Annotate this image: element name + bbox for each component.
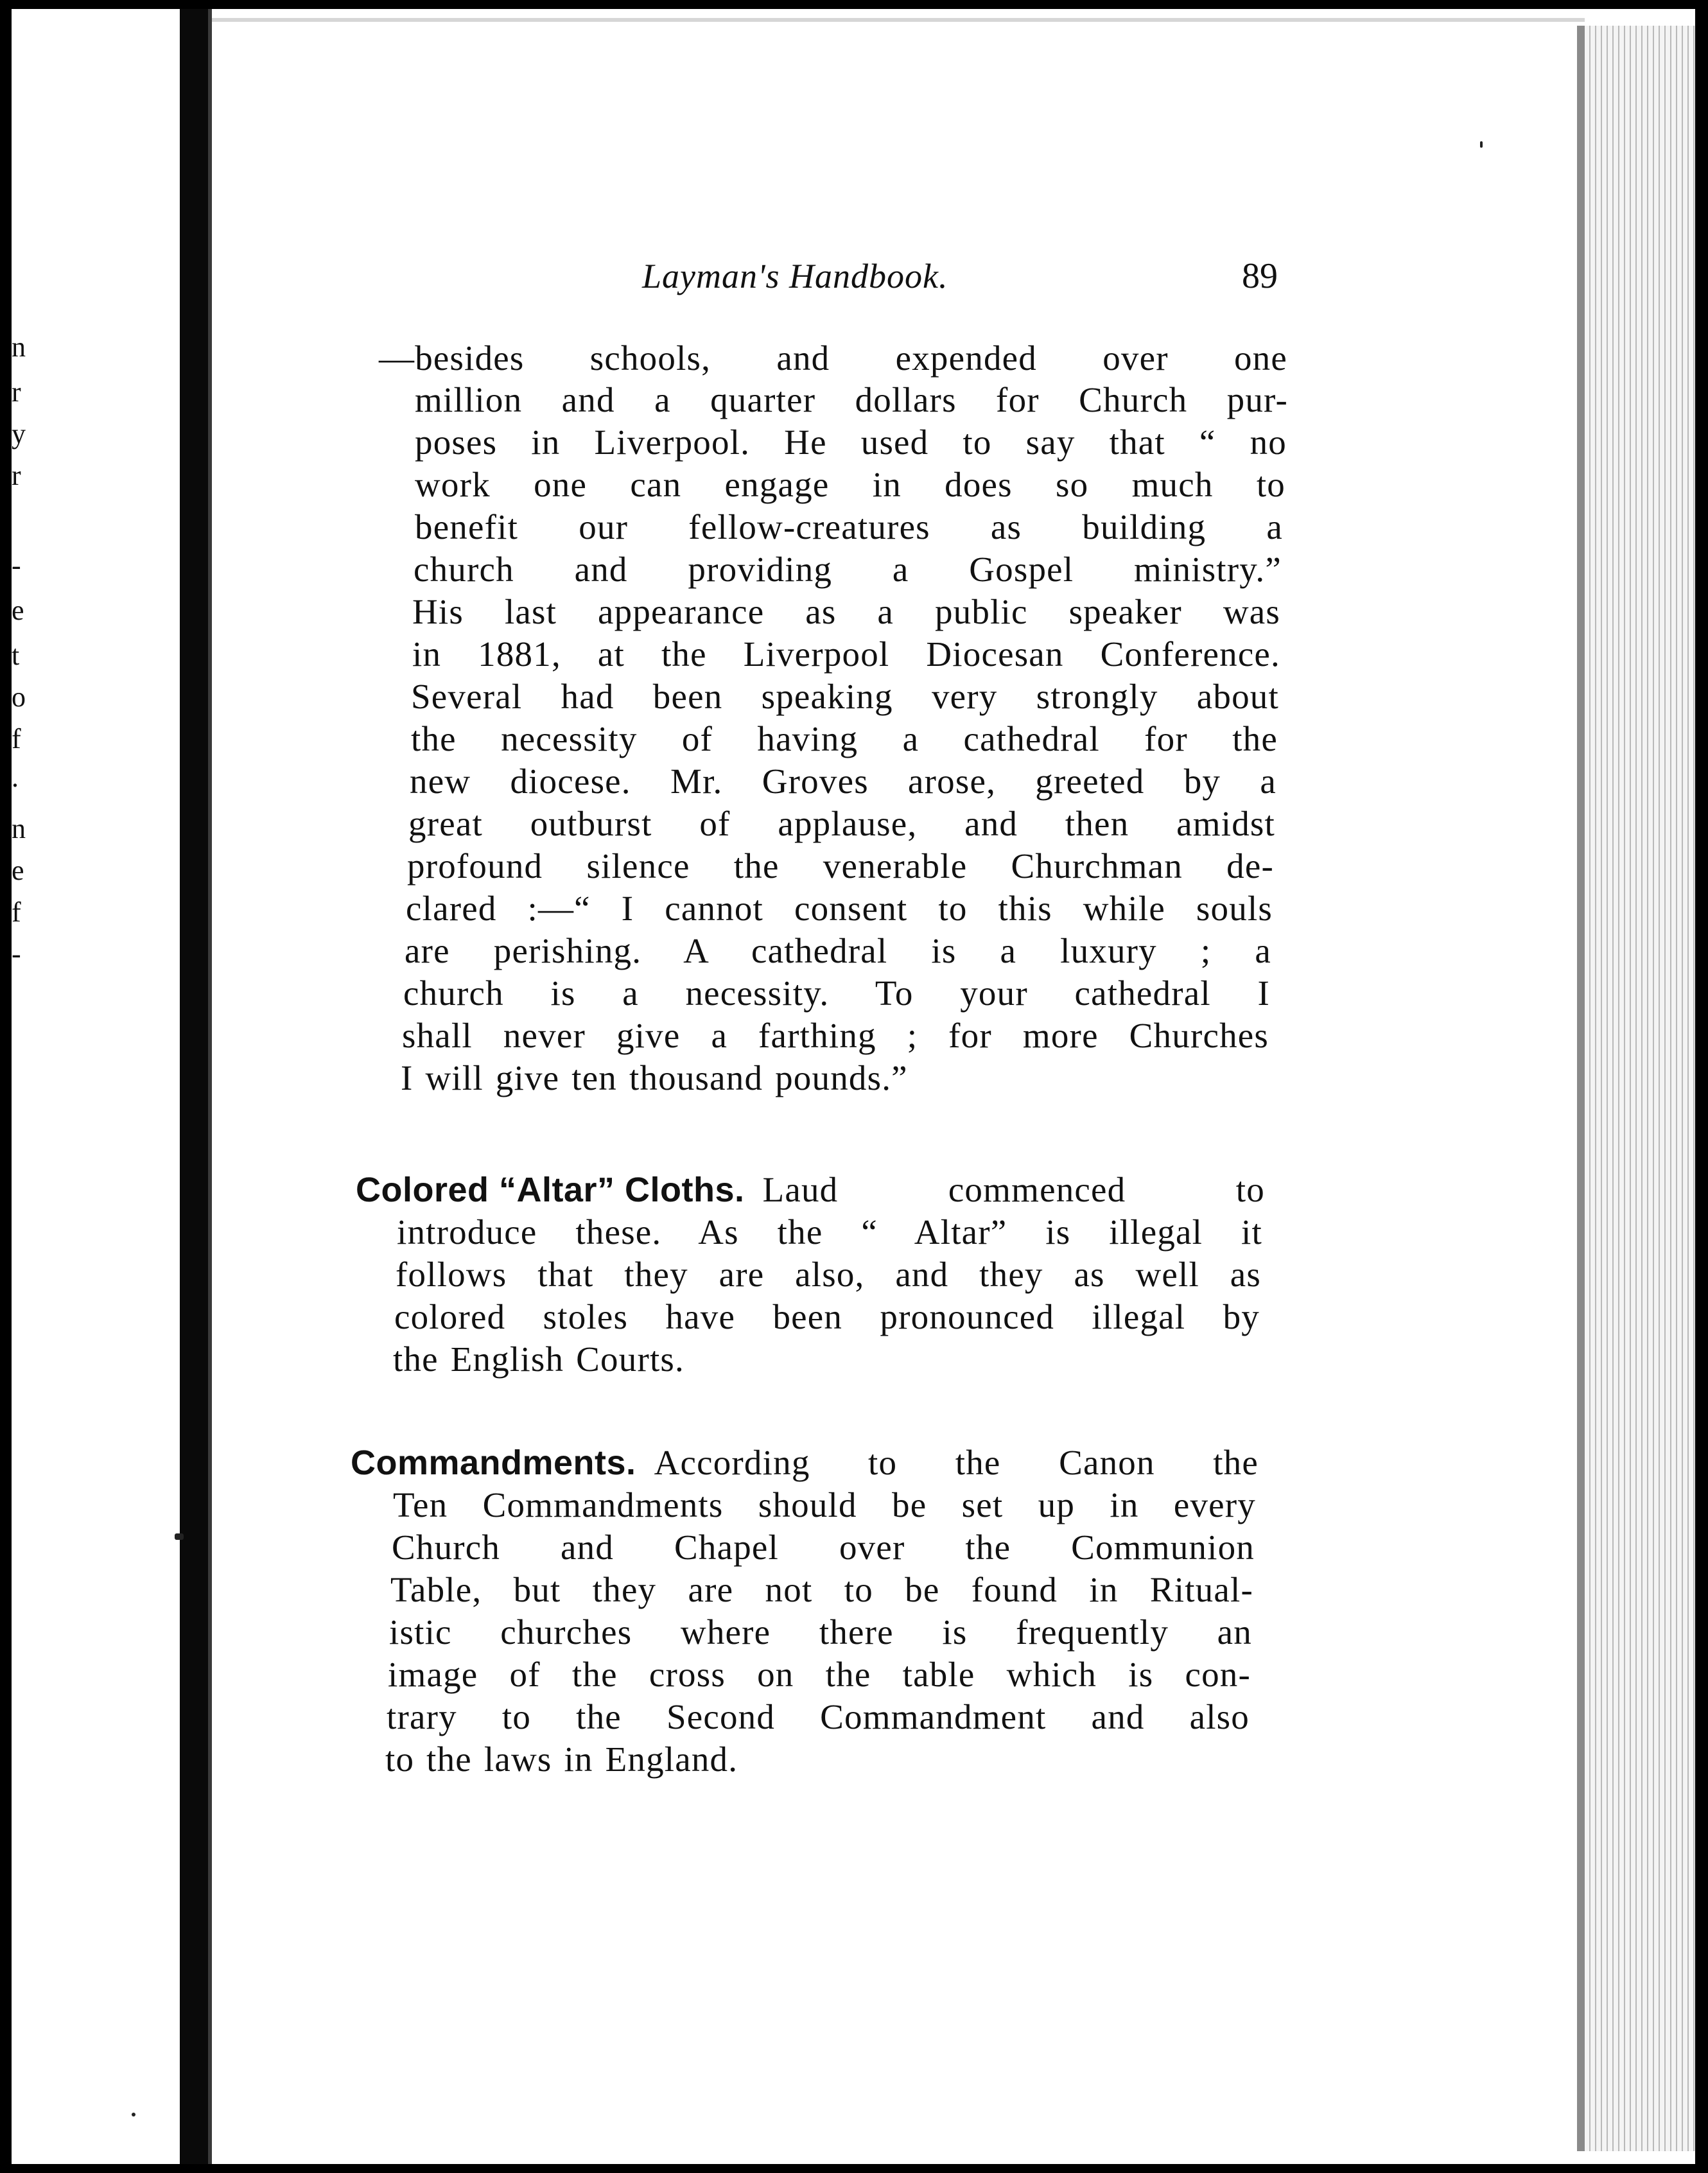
facing-letter: y bbox=[12, 418, 26, 449]
text-line: new diocese. Mr. Groves arose, greeted by a bbox=[410, 762, 1277, 801]
scan-speck bbox=[175, 1533, 184, 1540]
facing-letter: f bbox=[12, 896, 21, 928]
scan-bottom-border bbox=[0, 2164, 1708, 2173]
text-line: poses in Liverpool. He used to say that “ no bbox=[415, 423, 1287, 462]
text-line: to the laws in England. bbox=[385, 1740, 738, 1779]
facing-letter: - bbox=[12, 938, 21, 970]
entry-first-line-text: According to the Canon the bbox=[654, 1443, 1259, 1482]
text-line: Several had been speaking very strongly about bbox=[411, 677, 1279, 716]
running-title: Layman's Handbook. bbox=[642, 257, 948, 295]
entry-first-line bbox=[356, 1169, 1265, 1211]
text-line: shall never give a farthing ; for more Churches bbox=[402, 1016, 1269, 1055]
text-line: the necessity of having a cathedral for the bbox=[411, 719, 1278, 758]
text-line: great outburst of applause, and then amidst bbox=[408, 804, 1275, 843]
entry-heading: Commandments. bbox=[351, 1444, 636, 1482]
entry-heading: Colored “Altar” Cloths. bbox=[356, 1171, 745, 1209]
facing-page bbox=[12, 9, 180, 2164]
text-line: istic churches where there is frequently an bbox=[389, 1612, 1252, 1652]
text-line: Church and Chapel over the Communion bbox=[392, 1528, 1255, 1567]
text-line: introduce these. As the “ Altar” is illegal it bbox=[397, 1212, 1262, 1252]
scan-speck bbox=[132, 2113, 135, 2116]
text-line: church is a necessity. To your cathedral I bbox=[403, 973, 1270, 1013]
scan-right-border bbox=[1695, 9, 1708, 2173]
book-page-edges bbox=[1585, 26, 1695, 2151]
scan-speck bbox=[1480, 141, 1483, 148]
text-line: —besides schools, and expended over one bbox=[379, 338, 1287, 378]
facing-letter: e bbox=[12, 855, 24, 886]
text-line: image of the cross on the table which is con- bbox=[388, 1655, 1251, 1694]
page-number: 89 bbox=[1242, 256, 1278, 296]
page-top-edge bbox=[212, 18, 1585, 22]
text-line: I will give ten thousand pounds.” bbox=[401, 1058, 908, 1097]
text-line: in 1881, at the Liverpool Diocesan Conference. bbox=[412, 634, 1280, 674]
text-line: are perishing. A cathedral is a luxury ; a bbox=[405, 931, 1271, 970]
text-line: profound silence the venerable Churchman de- bbox=[407, 846, 1274, 886]
text-line: Table, but they are not to be found in Ritual- bbox=[390, 1570, 1253, 1609]
text-line: the English Courts. bbox=[393, 1340, 684, 1379]
scan-left-border bbox=[0, 9, 12, 2173]
text-line: work one can engage in does so much to bbox=[415, 465, 1285, 504]
facing-letter: e bbox=[12, 595, 24, 626]
facing-letter: n bbox=[12, 331, 26, 363]
facing-letter: - bbox=[12, 550, 21, 581]
facing-letter: t bbox=[12, 640, 20, 671]
facing-letter: f bbox=[12, 723, 21, 755]
book-gutter bbox=[180, 9, 208, 2164]
running-head bbox=[212, 254, 1585, 299]
facing-letter: r bbox=[12, 376, 21, 408]
scan-top-border bbox=[0, 0, 1708, 9]
text-line: trary to the Second Commandment and also bbox=[387, 1697, 1250, 1736]
text-line: clared :—“ I cannot consent to this while souls bbox=[406, 889, 1273, 928]
text-line: colored stoles have been pronounced illegal by bbox=[394, 1297, 1260, 1336]
facing-letter: o bbox=[12, 681, 26, 713]
facing-letter: . bbox=[12, 762, 19, 793]
entry-first-line-text: Laud commenced to bbox=[762, 1170, 1265, 1209]
text-line: His last appearance as a public speaker was bbox=[412, 592, 1280, 631]
facing-page-edge-text bbox=[12, 9, 31, 2164]
entry-first-line bbox=[351, 1442, 1259, 1484]
text-line: benefit our fellow-creatures as building a bbox=[415, 507, 1283, 546]
facing-letter: n bbox=[12, 813, 26, 844]
text-line: follows that they are also, and they as well as bbox=[396, 1255, 1261, 1294]
facing-letter: r bbox=[12, 460, 21, 491]
text-line: Ten Commandments should be set up in every bbox=[393, 1485, 1256, 1524]
text-line: million and a quarter dollars for Church pur- bbox=[415, 380, 1288, 419]
text-line: church and providing a Gospel ministry.” bbox=[414, 550, 1282, 589]
